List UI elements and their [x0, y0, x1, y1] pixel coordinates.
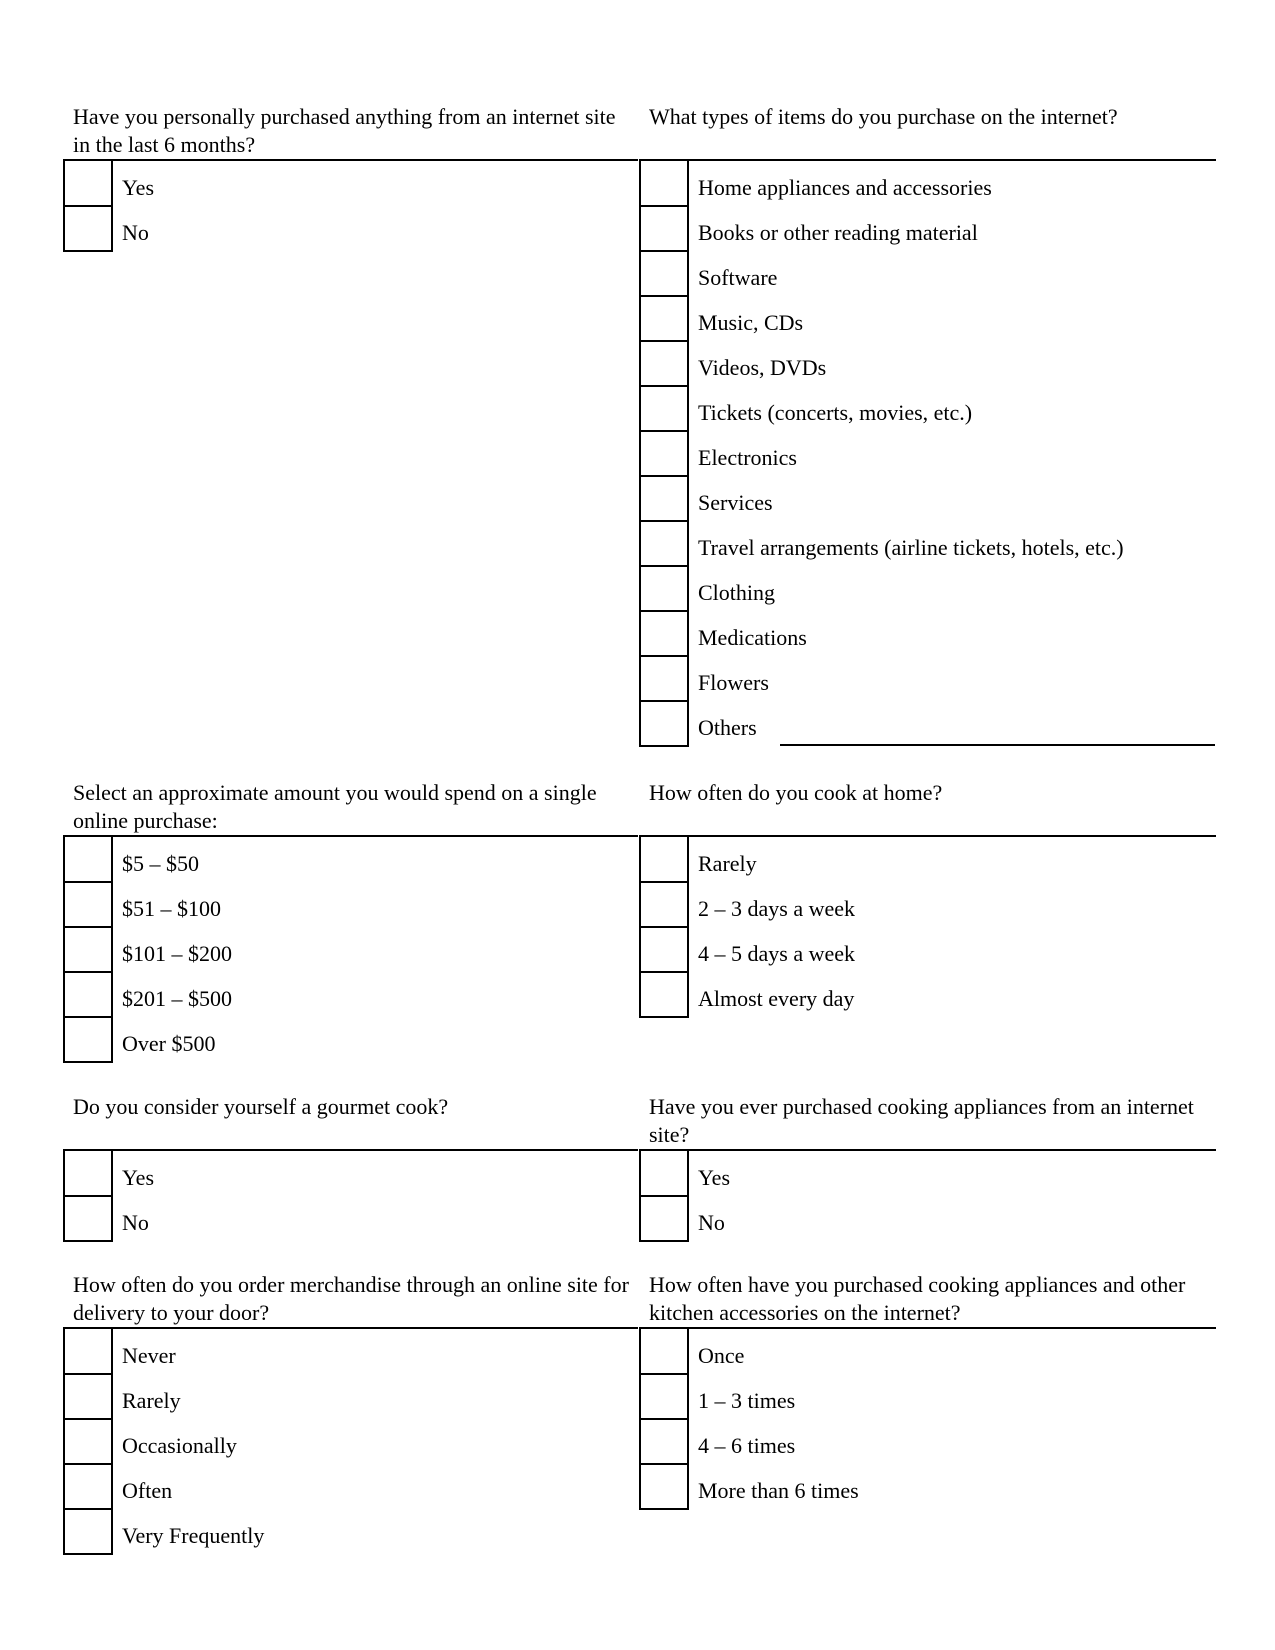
option-label: Never: [122, 1343, 176, 1368]
question-text: How often do you cook at home?: [649, 780, 943, 805]
option-label: Medications: [698, 625, 807, 650]
option-label: $5 – $50: [122, 851, 199, 876]
option-label: Yes: [122, 1165, 155, 1190]
option-checkbox[interactable]: [639, 611, 689, 657]
option-label: $101 – $200: [122, 941, 232, 966]
option-label: $51 – $100: [122, 896, 221, 921]
option-checkbox[interactable]: [63, 1419, 113, 1465]
option-label: Travel arrangements (airline tickets, hotels, etc.): [698, 535, 1124, 560]
option-label: Flowers: [698, 670, 769, 695]
option-checkbox[interactable]: [639, 341, 689, 387]
option-checkbox[interactable]: [639, 161, 689, 207]
option-checkbox[interactable]: [639, 1374, 689, 1420]
option-checkbox[interactable]: [63, 206, 113, 252]
question-divider: [63, 159, 638, 161]
option-label: Rarely: [122, 1388, 181, 1413]
option-label: Home appliances and accessories: [698, 175, 992, 200]
option-checkbox[interactable]: [639, 206, 689, 252]
option-label: No: [122, 1210, 149, 1235]
question-divider: [639, 1149, 1216, 1151]
question-text: What types of items do you purchase on the internet?: [649, 104, 1118, 129]
option-label: $201 – $500: [122, 986, 232, 1011]
option-label: 4 – 6 times: [698, 1433, 796, 1458]
option-checkbox[interactable]: [639, 972, 689, 1018]
option-checkbox[interactable]: [639, 386, 689, 432]
option-label: More than 6 times: [698, 1478, 859, 1503]
option-checkbox[interactable]: [63, 1374, 113, 1420]
option-checkbox[interactable]: [639, 521, 689, 567]
option-label: Over $500: [122, 1031, 216, 1056]
option-checkbox[interactable]: [639, 1329, 689, 1375]
option-checkbox[interactable]: [63, 1017, 113, 1063]
option-checkbox[interactable]: [639, 431, 689, 477]
option-label: Yes: [698, 1165, 731, 1190]
option-label: Tickets (concerts, movies, etc.): [698, 400, 973, 425]
option-label: 4 – 5 days a week: [698, 941, 856, 966]
option-label: Music, CDs: [698, 310, 804, 335]
option-checkbox[interactable]: [63, 161, 113, 207]
others-write-in-field[interactable]: [780, 744, 1215, 746]
question-text: How often do you order merchandise through an online site for delivery to your door?: [73, 1272, 629, 1325]
option-checkbox[interactable]: [63, 1329, 113, 1375]
option-checkbox[interactable]: [639, 656, 689, 702]
option-checkbox[interactable]: [639, 476, 689, 522]
option-label: Services: [698, 490, 773, 515]
option-checkbox[interactable]: [639, 296, 689, 342]
question-divider: [63, 835, 638, 837]
option-label: Others: [698, 715, 757, 740]
question-text: Do you consider yourself a gourmet cook?: [73, 1094, 449, 1119]
option-checkbox[interactable]: [63, 972, 113, 1018]
option-checkbox[interactable]: [63, 1509, 113, 1555]
option-checkbox[interactable]: [63, 1151, 113, 1197]
option-checkbox[interactable]: [639, 927, 689, 973]
option-checkbox[interactable]: [639, 1151, 689, 1197]
option-label: Once: [698, 1343, 745, 1368]
option-checkbox[interactable]: [639, 1419, 689, 1465]
option-checkbox[interactable]: [639, 566, 689, 612]
question-divider: [639, 159, 1216, 161]
option-label: No: [698, 1210, 725, 1235]
option-label: No: [122, 220, 149, 245]
option-label: Yes: [122, 175, 155, 200]
option-label: Clothing: [698, 580, 776, 605]
option-checkbox[interactable]: [63, 882, 113, 928]
question-divider: [63, 1327, 638, 1329]
option-checkbox[interactable]: [639, 251, 689, 297]
question-divider: [639, 835, 1216, 837]
question-text: Have you personally purchased anything from an internet site in the last 6 months?: [73, 104, 616, 157]
option-checkbox[interactable]: [639, 1464, 689, 1510]
option-label: Very Frequently: [122, 1523, 265, 1548]
option-label: Books or other reading material: [698, 220, 978, 245]
option-label: Software: [698, 265, 778, 290]
option-label: Rarely: [698, 851, 757, 876]
option-label: Almost every day: [698, 986, 855, 1011]
option-label: 2 – 3 days a week: [698, 896, 856, 921]
option-checkbox[interactable]: [63, 1196, 113, 1242]
option-label: Videos, DVDs: [698, 355, 827, 380]
question-divider: [63, 1149, 638, 1151]
question-text: Select an approximate amount you would spend on a single online purchase:: [73, 780, 597, 833]
question-text: How often have you purchased cooking appliances and other kitchen accessories on the internet?: [649, 1272, 1186, 1325]
option-checkbox[interactable]: [63, 1464, 113, 1510]
option-checkbox[interactable]: [639, 882, 689, 928]
question-text: Have you ever purchased cooking appliances from an internet site?: [649, 1094, 1194, 1147]
option-label: Often: [122, 1478, 173, 1503]
option-checkbox[interactable]: [639, 701, 689, 747]
option-checkbox[interactable]: [639, 1196, 689, 1242]
question-divider: [639, 1327, 1216, 1329]
option-checkbox[interactable]: [63, 837, 113, 883]
option-checkbox[interactable]: [63, 927, 113, 973]
option-label: 1 – 3 times: [698, 1388, 796, 1413]
option-label: Electronics: [698, 445, 797, 470]
option-label: Occasionally: [122, 1433, 237, 1458]
option-checkbox[interactable]: [639, 837, 689, 883]
